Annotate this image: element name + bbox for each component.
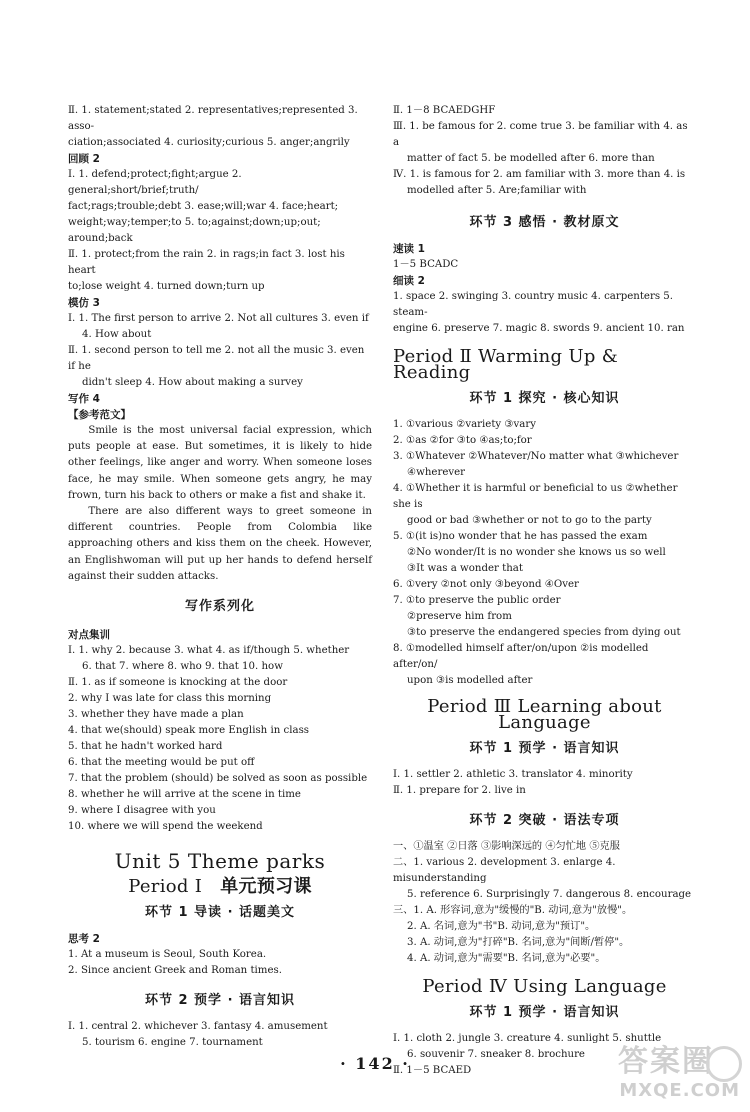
period-title: Period Ⅲ Learning about Language (427, 696, 662, 733)
answer-line: Ⅰ. 1. The first person to arrive 2. Not all cultures 3. even if (68, 313, 369, 324)
answer-line: Ⅰ. 1. why 2. because 3. what 4. as if/though 5. whether (68, 645, 350, 657)
answer-line: modelled after 5. Are;familiar with (407, 185, 587, 196)
answer-line: Ⅰ. 1. central 2. whichever 3. fantasy 4. amusement (68, 1021, 328, 1033)
answer-line: ②No wonder/It is no wonder she knows us so well (407, 547, 666, 558)
answer-line: 8. whether he will arrive at the scene in time (68, 789, 301, 801)
answer-line: 5. tourism 6. engine 7. tournament (82, 1037, 263, 1049)
section-title: 环节 1 预学 · 语言知识 (469, 741, 620, 756)
page-number: · 142 · (340, 1054, 410, 1073)
answer-line: 二、1. various 2. development 3. enlarge 4. misunderstanding (393, 857, 616, 884)
section-head: 写作 4 (68, 393, 100, 405)
watermark-ring-icon (706, 1046, 742, 1082)
answer-line: 6. that the meeting would be put off (68, 757, 255, 769)
answer-line: Ⅳ. 1. is famous for 2. am familiar with 3. more than 4. is (393, 169, 686, 180)
answer-line: 5. ①(it is)no wonder that he has passed the exam (393, 531, 648, 542)
sample-essay-label: 【参考范文】 (68, 409, 131, 421)
answer-line: ④wherever (407, 467, 465, 478)
answer-line: 8. ①modelled himself after/on/upon ②is modelled after/on/ (393, 643, 649, 670)
answer-line: 9. where I disagree with you (68, 805, 216, 817)
answer-line: 3. whether they have made a plan (68, 709, 244, 721)
section-title: 环节 1 导读 · 话题美文 (144, 905, 296, 921)
answer-line: 2. A. 名词,意为"书"B. 动词,意为"预订"。 (407, 921, 596, 932)
answer-line: Ⅱ. 1. as if someone is knocking at the door (68, 677, 288, 689)
section-title: 环节 2 突破 · 语法专项 (469, 813, 620, 828)
answer-line: 7. that the problem (should) be solved as soon as possible (68, 773, 368, 785)
answer-line: 4. that we(should) speak more English in class (68, 725, 310, 737)
answer-line: 5. reference 6. Surprisingly 7. dangerous 8. encourage (407, 889, 692, 900)
section-head: 速读 1 (393, 243, 425, 255)
section-head: 细读 2 (393, 275, 425, 287)
answer-line: 2. why I was late for class this morning (68, 693, 272, 705)
answer-line: engine 6. preserve 7. magic 8. swords 9. ancient 10. ran (393, 323, 685, 334)
answer-line: to;lose weight 4. turned down;turn up (68, 281, 265, 292)
period-roman: Period Ⅰ (128, 876, 203, 898)
answer-line: 6. souvenir 7. sneaker 8. brochure (407, 1049, 585, 1060)
answer-line: ②preserve him from (407, 611, 512, 622)
answer-line: 一、①温室 ②日落 ③影响深远的 ④匀忙地 ⑤克服 (393, 841, 620, 852)
section-head: 回顾 2 (68, 153, 100, 165)
answer-line: good or bad ③whether or not to go to the party (407, 515, 652, 526)
answer-line: Ⅲ. 1. be famous for 2. come true 3. be familiar with 4. as a (393, 121, 688, 148)
answer-line: around;back (68, 233, 133, 244)
answer-line: 1. space 2. swinging 3. country music 4. carpenters 5. steam- (393, 291, 674, 318)
watermark-en: MXQE.COM (619, 1080, 740, 1101)
answer-line: Ⅱ. 1. prepare for 2. live in (393, 785, 526, 796)
answer-line: fact;rags;trouble;debt 3. ease;will;war 4. face;heart; (68, 201, 339, 212)
period-title: Period Ⅱ Warming Up & Reading (393, 346, 619, 383)
answer-line: 3. ①Whatever ②Whatever/No matter what ③whichever (393, 451, 679, 462)
answer-line: Ⅱ. 1－5 BCAED (393, 1065, 472, 1076)
answer-line: Ⅱ. 1－8 BCAEDGHF (393, 105, 496, 116)
answer-line: matter of fact 5. be modelled after 6. more than (407, 153, 655, 164)
period-title (68, 876, 372, 898)
right-column (393, 103, 696, 1079)
answer-line: 三、1. A. 形容词,意为"缓慢的"B. 动词,意为"放慢"。 (393, 905, 633, 916)
answer-line: 3. A. 动词,意为"打碎"B. 名词,意为"间断/暂停"。 (407, 937, 630, 948)
section-head: 模仿 3 (68, 297, 100, 309)
answer-line: 6. ①very ②not only ③beyond ④Over (393, 579, 579, 590)
answer-line: 2. ①as ②for ③to ④as;to;for (393, 435, 532, 446)
answer-line: Ⅰ. 1. settler 2. athletic 3. translator 4. minority (393, 769, 633, 780)
answer-line: ciation;associated 4. curiosity;curious 5. anger;angrily (68, 137, 350, 148)
answer-line: didn't sleep 4. How about making a survey (82, 377, 303, 388)
answer-line: 6. that 7. where 8. who 9. that 10. how (82, 661, 283, 673)
answer-line: 5. that he hadn't worked hard (68, 741, 223, 753)
period-title: Period Ⅳ Using Language (422, 976, 667, 997)
answer-line: ③to preserve the endangered species from dying out (407, 627, 681, 638)
writing-series-title: 写作系列化 (184, 599, 255, 615)
unit-title: Unit 5 Theme parks (114, 849, 326, 874)
answer-line: 4. ①Whether it is harmful or beneficial to us ②whether she is (393, 483, 678, 510)
section-title: 环节 1 预学 · 语言知识 (469, 1005, 620, 1020)
answer-line: 10. where we will spend the weekend (68, 821, 263, 833)
essay-paragraph: There are also different ways to greet someone in different countries. People from Colombia like approaching others and kiss them on the cheek. However, an Englishwoman will put up her hands to defend herself against their sudden attacks. (68, 506, 372, 582)
essay-paragraph: Smile is the most universal facial expression, which puts people at ease. But sometimes, it is likely to hide other feelings, like anger and worry. When someone loses face, he may smile. When someone gets angry, he may frown, turn his back to others or make a fist and shake it. (68, 425, 372, 501)
answer-line: 1. At a museum is Seoul, South Korea. (68, 949, 267, 961)
watermark-cn: 答案圈 (618, 1044, 714, 1079)
answer-line: Ⅱ. 1. protect;from the rain 2. in rags;in fact 3. lost his heart (68, 249, 345, 276)
drill-head: 对点集训 (68, 629, 110, 642)
answer-line: 7. ①to preserve the public order (393, 595, 561, 606)
answer-line: 4. How about (82, 329, 152, 340)
section-title: 环节 3 感悟 · 教材原文 (469, 215, 620, 230)
section-title: 环节 1 探究 · 核心知识 (469, 391, 620, 406)
answer-line: Ⅱ. 1. second person to tell me 2. not all the music 3. even if he (68, 345, 365, 372)
site-watermark (618, 1044, 746, 1108)
answer-line: 4. A. 动词,意为"需要"B. 名词,意为"必要"。 (407, 953, 606, 964)
period-cn: 单元预习课 (220, 876, 312, 898)
section-head: 思考 2 (68, 933, 100, 946)
answer-line: 1－5 BCADC (393, 259, 459, 270)
answer-line: Ⅰ. 1. defend;protect;fight;argue 2. general;short/brief;truth/ (68, 169, 242, 196)
answer-line: Ⅰ. 1. cloth 2. jungle 3. creature 4. sunlight 5. shuttle (393, 1033, 662, 1044)
answer-line: ③It was a wonder that (407, 563, 523, 574)
answer-line: weight;way;temper;to 5. to;against;down;up;out; (68, 217, 321, 228)
answer-line: upon ③is modelled after (407, 675, 533, 686)
answer-line: 1. ①various ②variety ③vary (393, 419, 537, 430)
answer-line: Ⅱ. 1. statement;stated 2. representatives;represented 3. asso- (68, 105, 358, 132)
section-title: 环节 2 预学 · 语言知识 (144, 993, 296, 1009)
left-column (68, 103, 372, 1051)
answer-line: 2. Since ancient Greek and Roman times. (68, 965, 282, 977)
